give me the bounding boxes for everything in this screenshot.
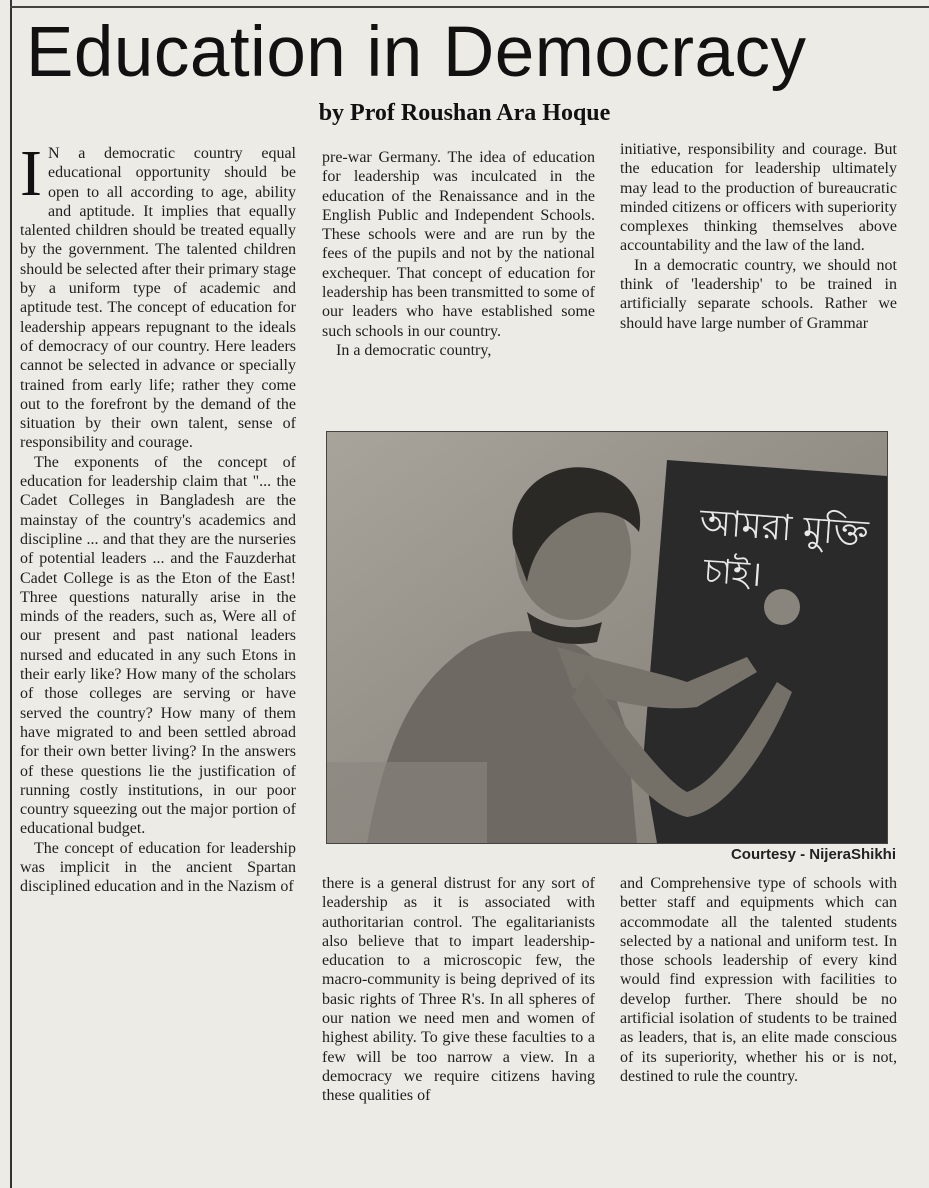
photo-illustration [327, 432, 887, 843]
article-column-2-bottom [322, 874, 595, 1106]
blackboard-text-line1: আমরা মুক্তি [698, 502, 870, 555]
paragraph-prewar-germany: pre-war Germany. The idea of education for leadership was inculcated in the education of the Renaissance and in the English Public and Independent Schools. These schools were and are run by the fees of the pupils and not by the national exchequer. That concept of education for leadership has been transmitted to some of our leaders who have established some such schools in our country. [322, 149, 595, 340]
paragraph-comprehensive-schools: and Comprehensive type of schools with better staff and equipments which can accommodate all the talented students selected by a national and uniform test. In those schools leadership of every kind would find expression with facilities to develop further. There should be no artificial isolation of students to be trained as leaders, that is, an elite made conscious of its superiority, whether his or is not, destined to rule the country. [620, 875, 897, 1085]
paragraph-exponents: The exponents of the concept of education for leadership claim that "... the Cadet Colleges in Bangladesh are the mainstay of the country's academics and discipline ... and that they are the nurseries of potential leaders ... and the Fauzderhat Cadet College is as the Eton of the East! Three questions naturally arise in the minds of the readers, such as, Were all of our present and past national leaders nursed and educated in any such Etons in their early like? How many of the scholars of those colleges are serving or have served the country? How many of them have migrated to and been settled abroad for their own better living? In the answers of these questions lie the justification of running costly institutions, in our poor country squeezing out the major portion of educational budget. [20, 453, 296, 838]
paragraph-separate-schools: In a democratic country, we should not think of 'leadership' to be trained in artificially separate schools. Rather we should have large number of Grammar [620, 256, 897, 332]
person-hand [764, 589, 800, 625]
article-byline: by Prof Roushan Ara Hoque [318, 100, 611, 126]
blackboard-text-line2: চাই। [702, 551, 764, 596]
paragraph-democratic-country-start: In a democratic country, [336, 341, 492, 359]
article-headline: Education in Democracy [26, 13, 807, 92]
photo-floor [327, 762, 487, 843]
paragraph-concept-history: The concept of education for leadership was implicit in the ancient Spartan disciplined education and in the Nazism of [20, 839, 296, 896]
paragraph-intro-text: N a democratic country equal educational opportunity should be open to all according to age, ability and aptitude. It implies that equally talented children should be treated equally by the government. The talented children should be selected after their primary stage by a uniform type of academic and aptitude test. The concept of education for leadership appears repugnant to the ideals of democracy of our country. Here leaders cannot be selected in advance or specially trained from early life; rather they come out to the forefront by the demand of the situation by their own talent, sense of responsibility and courage. [20, 145, 296, 452]
article-photo [326, 431, 888, 844]
article-column-1 [20, 137, 296, 897]
page-left-rule [10, 0, 12, 1188]
paragraph-intro [20, 137, 296, 453]
article-column-3-top [620, 140, 897, 333]
article-column-3-bottom [620, 874, 897, 1086]
article-column-2-top [322, 148, 595, 360]
drop-cap: I [20, 137, 42, 210]
photo-credit: Courtesy - NijeraShikhi [730, 846, 896, 863]
page-top-rule [10, 6, 929, 8]
paragraph-general-distrust: there is a general distrust for any sort of leadership as it is associated with authoritarian control. The egalitarianists also believe that to impart leadership-education to a microscopic few, the macro-community is being deprived of its basic rights of Three R's. In all spheres of our nation we need men and women of highest ability. To give these faculties to a few will be too narrow a view. In a democracy we require citizens having these qualities of [322, 875, 595, 1105]
paragraph-initiative: initiative, responsibility and courage. But the education for leadership ultimately may lead to the production of bureaucratic minded citizens or officers with superiority complexes thinking themselves above accountability and the law of the land. [620, 141, 897, 255]
